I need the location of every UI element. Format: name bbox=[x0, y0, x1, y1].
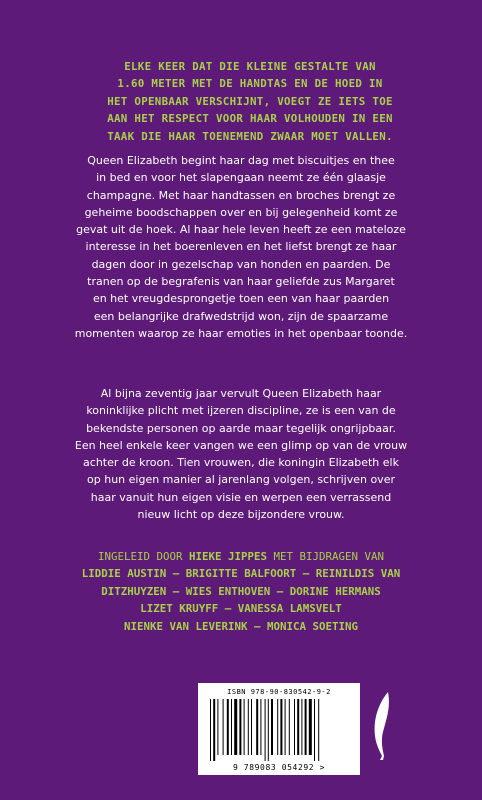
contributors-line: LIZET KRUYFF – VANESSA LAMSVELT bbox=[140, 602, 342, 616]
blurb-line: Queen Elizabeth begint haar dag met biscuitjes en thee bbox=[87, 154, 395, 167]
blurb-line: bekendste personen op aarde maar tegelijk ongrijpbaar. bbox=[86, 421, 396, 435]
blurb-line: haar vanuit hun eigen visie en werpen een verrassend bbox=[90, 490, 392, 504]
credits-intro-suffix: MET BIJDRAGEN VAN bbox=[267, 550, 385, 563]
quote-line: AAN HET RESPECT VOOR HAAR VOLHOUDEN IN EEN bbox=[107, 112, 393, 126]
blurb-line: nieuw licht op deze bijzondere vrouw. bbox=[137, 508, 345, 522]
isbn-barcode bbox=[198, 683, 360, 775]
quote-line: TAAK DIE HAAR TOENEMEND ZWAAR MOET VALLEN. bbox=[107, 129, 393, 143]
contributors-line: LIDDIE AUSTIN – BRIGITTE BALFOORT – REINILDIS VAN bbox=[81, 567, 401, 581]
contributors-credits bbox=[40, 548, 442, 635]
blurb-line: koninklijke plicht met ijzeren discipline, ze is een van de bbox=[86, 404, 396, 418]
blurb-line: Al bijna zeventig jaar vervult Queen Elizabeth haar bbox=[100, 387, 382, 400]
blurb-line: champagne. Met haar handtassen en broches brengt ze bbox=[86, 188, 396, 202]
blurb-line: momenten waarop ze haar emoties in het openbaar toonde. bbox=[74, 326, 408, 340]
contributors-line: DITZHUYZEN – WIES ENTHOVEN – DORINE HERMANS bbox=[101, 584, 381, 598]
quote-line: ELKE KEER DAT DIE KLEINE GESTALTE VAN bbox=[124, 60, 376, 73]
isbn-label: ISBN 978-90-830542-9-2 bbox=[227, 688, 331, 696]
quote-line: HET OPENBAAR VERSCHIJNT, VOEGT ZE IETS TOE bbox=[107, 94, 393, 108]
blurb-line: dagen door in gezelschap van honden en paarden. De bbox=[91, 257, 391, 271]
blurb-line: in bed en voor het slapengaan neemt ze één glaasje bbox=[96, 171, 386, 185]
blurb-line: en het vreugdesprongetje toen een van haar paarden bbox=[92, 292, 390, 306]
blurb-paragraph-1 bbox=[36, 152, 446, 342]
barcode-bars bbox=[208, 699, 350, 761]
blurb-line: tranen op de begrafenis van haar geliefde zus Margaret bbox=[87, 275, 395, 289]
blurb-line: op hun eigen manier al jarenlang volgen, schrijven over bbox=[87, 473, 395, 487]
contributors-line: NIENKE VAN LEVERINK – MONICA SOETING bbox=[123, 619, 358, 633]
blurb-line: Een heel enkele keer vangen we een glimp op van de vrouw bbox=[74, 438, 408, 452]
blurb-paragraph-2 bbox=[36, 385, 446, 523]
editor-name: HIEKE JIPPES bbox=[188, 550, 267, 563]
blurb-line: achter de kroon. Tien vrouwen, die koningin Elizabeth elk bbox=[83, 456, 399, 470]
blurb-line: een belangrijke drafwedstrijd won, zijn de spaarzame bbox=[93, 309, 389, 323]
blurb-line: geheime boodschappen over en bij gelegenheid komt ze bbox=[84, 205, 398, 219]
blurb-line: interesse in het boerenleven en het liefst brengt ze haar bbox=[85, 240, 397, 254]
pull-quote bbox=[60, 58, 440, 145]
quote-line: 1.60 METER MET DE HANDTAS EN DE HOED IN bbox=[117, 77, 383, 91]
credits-intro-prefix: INGELEID DOOR bbox=[97, 550, 189, 563]
credits-intro-line bbox=[40, 548, 442, 565]
quill-feather-icon bbox=[370, 690, 396, 760]
blurb-line: gevat uit de hoek. Al haar hele leven heeft ze een mateloze bbox=[76, 223, 406, 237]
barcode-digits: 9 789083 054292 > bbox=[232, 763, 326, 772]
